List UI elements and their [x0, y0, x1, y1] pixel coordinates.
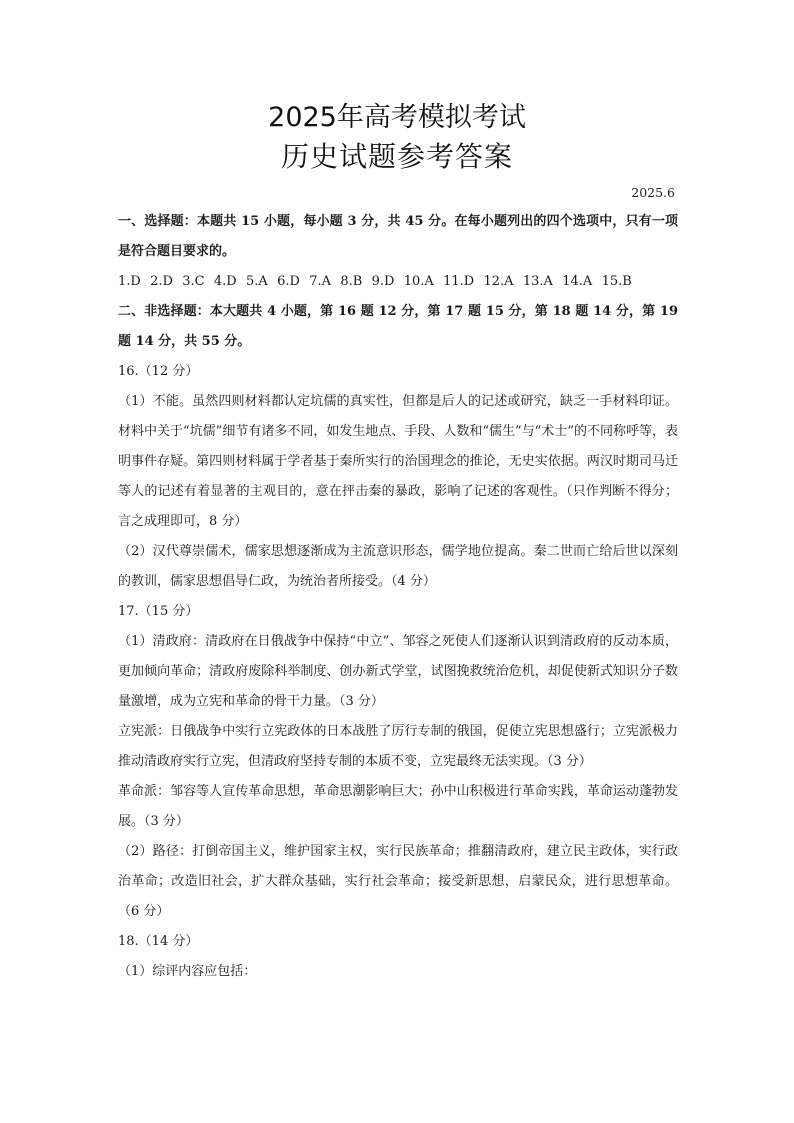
answer-item: 9.D — [371, 274, 395, 289]
answer-item: 7.A — [309, 274, 332, 289]
multiple-choice-answers — [118, 267, 678, 297]
q17-revolutionary: 革命派：邹容等人宣传革命思想，革命思潮影响巨大；孙中山积极进行革命实践，革命运动蓬勃发展。（3 分） — [118, 784, 678, 829]
q16-part2: （2）汉代尊崇儒术，儒家思想逐渐成为主流意识形态，儒学地位提高。秦二世而亡给后世以深刻的教训，儒家思想倡导仁政，为统治者所接受。（4 分） — [118, 544, 678, 589]
answer-content — [118, 207, 678, 987]
answer-item: 11.D — [443, 274, 475, 289]
q16-part1: （1）不能。虽然四则材料都认定坑儒的真实性，但都是后人的记述或研究，缺乏一手材料印证。材料中关于“坑儒”细节有诸多不同，如发生地点、手段、人数和“儒生”与“术士”的不同称呼等，表明事件存疑。第四则材料属于学者基于秦所实行的治国理念的推论，无史实依据。两汉时期司马迁等人的记述有着显著的主观目的，意在抨击秦的暴政，影响了记述的客观性。（只作判断不得分；言之成理即可，8 分） — [118, 394, 678, 529]
q18-label: 18.（14 分） — [118, 934, 199, 949]
q17-constitutional: 立宪派：日俄战争中实行立宪政体的日本战胜了厉行专制的俄国，促使立宪思想盛行；立宪派极力推动清政府实行立宪，但清政府坚持专制的本质不变，立宪最终无法实现。（3 分） — [118, 724, 678, 769]
answer-item: 12.A — [483, 274, 514, 289]
answer-item: 5.A — [246, 274, 268, 289]
answer-item: 4.D — [213, 274, 237, 289]
answer-item: 14.A — [562, 274, 593, 289]
answer-key-subtitle: 历史试题参考答案 — [280, 140, 513, 173]
answer-item: 8.B — [340, 274, 363, 289]
q16-label: 16.（12 分） — [118, 364, 199, 379]
q17-part1: （1）清政府：清政府在日俄战争中保持“中立”、邹容之死使人们逐渐认识到清政府的反动本质，更加倾向革命；清政府废除科举制度、创办新式学堂，试图挽救统治危机，却促使新式知识分子数量激增，成为立宪和革命的骨干力量。（3 分） — [118, 634, 678, 709]
q17-label: 17.（15 分） — [118, 604, 199, 619]
q17-part2: （2）路径：打倒帝国主义，维护国家主权，实行民族革命；推翻清政府，建立民主政体，实行政治革命；改造旧社会，扩大群众基础，实行社会革命；接受新思想，启蒙民众，进行思想革命。（6 分） — [118, 844, 678, 919]
section1-heading: 一、选择题：本题共 15 小题，每小题 3 分，共 45 分。在每小题列出的四个选项中，只有一项是符合题目要求的。 — [118, 214, 678, 259]
answer-item: 2.D — [150, 274, 173, 289]
q18-part1: （1）综评内容应包括： — [118, 964, 257, 979]
answer-item: 15.B — [601, 274, 632, 289]
answer-item: 10.A — [403, 274, 434, 289]
answer-item: 13.A — [522, 274, 553, 289]
answer-item: 3.C — [182, 274, 205, 289]
section2-heading: 二、非选择题：本大题共 4 小题，第 16 题 12 分，第 17 题 15 分，第 18 题 14 分，第 19 题 14 分，共 55 分。 — [118, 304, 678, 349]
answer-item: 6.D — [277, 274, 300, 289]
exam-title: 2025年高考模拟考试 — [268, 102, 526, 133]
answer-item: 1.D — [118, 274, 141, 289]
exam-date: 2025.6 — [631, 185, 675, 200]
